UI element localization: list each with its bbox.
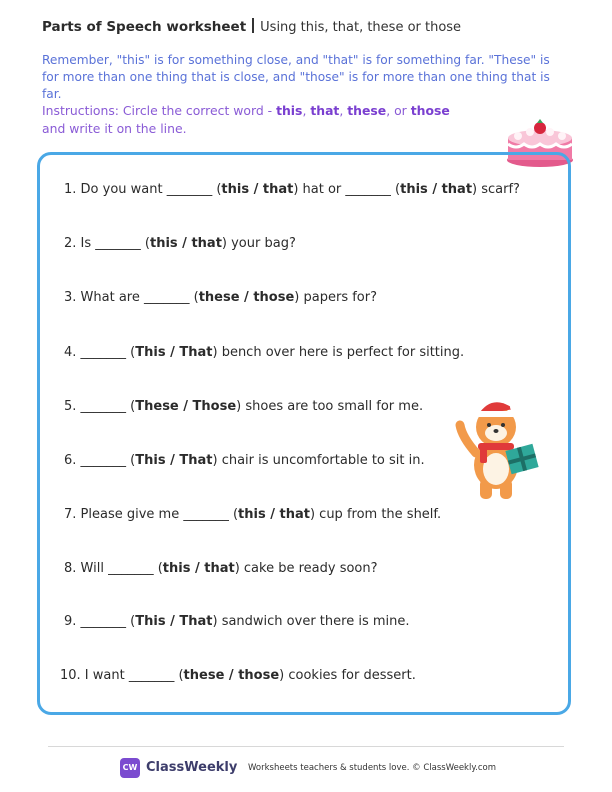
footer-tagline: Worksheets teachers & students love. © ClassWeekly.com [248,763,497,773]
question-5 [64,399,423,414]
word-these: these [347,103,387,118]
question-text: 10. I want _______ ( [60,668,184,683]
instructions-line2: and write it on the line. [42,121,187,136]
word-this: this [276,103,303,118]
question-text: ) chair is uncomfortable to sit in. [212,453,425,468]
question-4 [64,345,464,360]
question-text: ) bench over here is perfect for sitting. [212,345,465,360]
question-options: this / that [162,561,235,576]
classweekly-logo-text: ClassWeekly [146,760,238,775]
question-text: ) hat or _______ ( [293,182,401,197]
question-8 [64,561,378,576]
word-or: or [394,103,407,118]
question-text: 1. Do you want _______ ( [64,182,222,197]
question-text: 2. Is _______ ( [64,236,150,251]
question-text: ) cookies for dessert. [279,668,416,683]
page-subtitle: Using this, that, these or those [260,20,462,35]
question-text: 9. _______ ( [64,614,136,629]
question-options: this / that [400,182,473,197]
question-options: this / that [221,182,294,197]
classweekly-logo-icon: CW [120,758,140,778]
question-text: ) cake be ready soon? [234,561,378,576]
question-options: This / That [135,345,213,360]
question-6 [64,453,425,468]
question-options: this / that [149,236,222,251]
instructions-label: Instructions: [42,103,119,118]
bear-with-gift-illustration [452,387,544,505]
question-text: ) scarf? [472,182,520,197]
footer [0,758,612,780]
question-text: ) papers for? [294,290,377,305]
question-10 [60,668,416,683]
question-text: ) shoes are too small for me. [236,399,424,414]
question-3 [64,290,377,305]
instructions: Instructions: Circle the correct word - this, that, these, or those and write it on the line. [42,103,450,136]
intro-text: Remember, "this" is for something close, and "that" is for something far. "These" is for more than one thing that is close, and "those" is for more than one thing that is far. [42,53,550,101]
footer-divider [48,746,564,747]
question-text: 5. _______ ( [64,399,136,414]
question-text: ) cup from the shelf. [309,507,442,522]
word-those: those [410,103,450,118]
question-text: 6. _______ ( [64,453,136,468]
question-text: 3. What are _______ ( [64,290,199,305]
instructions-text: Circle the correct word - [122,103,273,118]
question-1 [64,182,520,197]
page-title: Parts of Speech worksheet [42,19,247,35]
question-text: ) sandwich over there is mine. [212,614,410,629]
question-text: ) your bag? [221,236,296,251]
question-options: these / those [198,290,295,305]
question-text: 4. _______ ( [64,345,136,360]
word-that: that [310,103,340,118]
question-options: these / those [183,668,280,683]
page-header [42,18,461,35]
question-text: 8. Will _______ ( [64,561,163,576]
title-divider [252,18,254,33]
question-options: These / Those [135,399,237,414]
question-7 [64,507,441,522]
question-9 [64,614,410,629]
question-options: This / That [135,614,213,629]
question-2 [64,236,296,251]
question-options: This / That [135,453,213,468]
question-options: this / that [238,507,310,522]
question-text: 7. Please give me _______ ( [64,507,239,522]
